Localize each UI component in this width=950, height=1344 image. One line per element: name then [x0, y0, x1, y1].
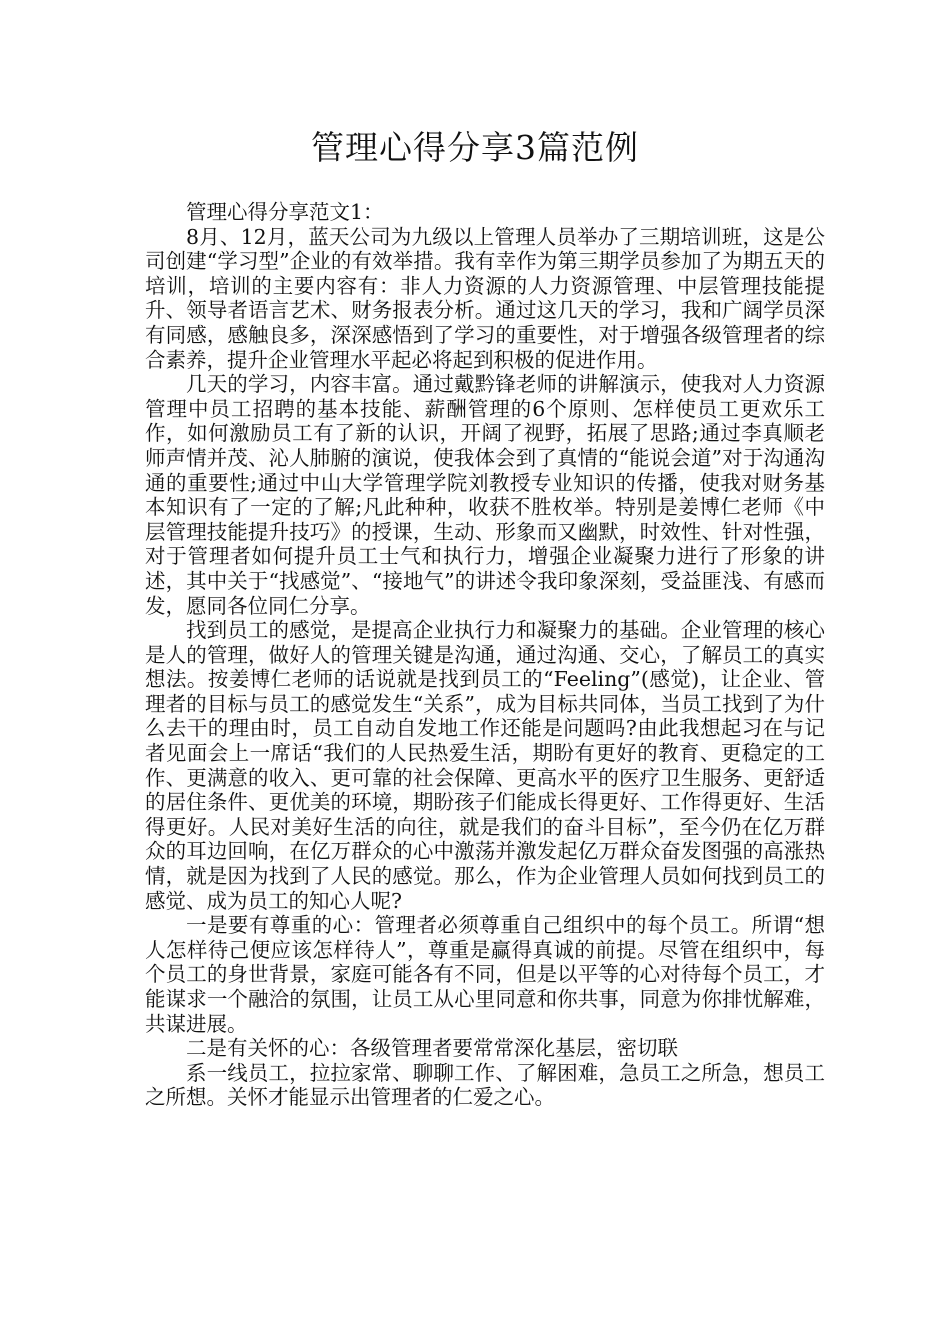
- paragraph-heading: 管理心得分享范文1：: [186, 200, 384, 224]
- paragraph: 系一线员工，拉拉家常、聊聊工作、了解困难，急员工之所急，想员工之所想。关怀才能显示出管理者的仁爱之心。: [145, 1060, 825, 1110]
- paragraph: 一是要有尊重的心：管理者必须尊重自己组织中的每个员工。所谓“想人怎样待己便应该怎样待人”，尊重是赢得真诚的前提。尽管在组织中，每个员工的身世背景，家庭可能各有不同，但是以平等的心对待每个员工，才能谋求一个融洽的氛围，让员工从心里同意和你共事，同意为你排忧解难，共谋进展。: [145, 913, 825, 1036]
- paragraph: 找到员工的感觉，是提高企业执行力和凝聚力的基础。企业管理的核心是人的管理，做好人的管理关键是沟通，通过沟通、交心，了解员工的真实想法。按姜博仁老师的话说就是找到员工的“Feeling”(感觉)，让企业、管理者的目标与员工的感觉发生“关系”，成为目标共同体，当员工找到了为什么去干的理由时，员工自动自发地工作还能是问题吗?由此我想起习在与记者见面会上一席话“我们的人民热爱生活，期盼有更好的教育、更稳定的工作、更满意的收入、更可靠的社会保障、更高水平的医疗卫生服务、更舒适的居住条件、更优美的环境，期盼孩子们能成长得更好、工作得更好、生活得更好。人民对美好生活的向往，就是我们的奋斗目标”，至今仍在亿万群众的耳边回响，在亿万群众的心中激荡并激发起亿万群众奋发图强的高涨热情，就是因为找到了人民的感觉。那么，作为企业管理人员如何找到员工的感觉、成为员工的知心人呢?: [145, 618, 825, 913]
- paragraph: 二是有关怀的心：各级管理者要常常深化基层，密切联: [186, 1036, 678, 1061]
- document-body: [145, 200, 825, 1110]
- paragraph: 8月、12月，蓝天公司为九级以上管理人员举办了三期培训班，这是公司创建“学习型”企业的有效举措。我有幸作为第三期学员参加了为期五天的培训，培训的主要内容有：非人力资源的人力资源管理、中层管理技能提升、领导者语言艺术、财务报表分析。通过这几天的学习，我和广阔学员深有同感，感触良多，深深感悟到了学习的重要性，对于增强各级管理者的综合素养，提升企业管理水平起必将起到积极的促进作用。: [145, 224, 825, 372]
- paragraph: 几天的学习，内容丰富。通过戴黔锋老师的讲解演示，使我对人力资源管理中员工招聘的基本技能、薪酬管理的6个原则、怎样使员工更欢乐工作，如何激励员工有了新的认识，开阔了视野，拓展了思路;通过李真顺老师声情并茂、沁人肺腑的演说，使我体会到了真情的“能说会道”对于沟通沟通的重要性;通过中山大学管理学院刘教授专业知识的传播，使我对财务基本知识有了一定的了解;凡此种种，收获不胜枚举。特别是姜博仁老师《中层管理技能提升技巧》的授课，生动、形象而又幽默，时效性、针对性强，对于管理者如何提升员工士气和执行力，增强企业凝聚力进行了形象的讲述，其中关于“找感觉”、“接地气”的讲述令我印象深刻，受益匪浅、有感而发，愿同各位同仁分享。: [145, 372, 825, 618]
- document-title: 管理心得分享3篇范例: [311, 128, 639, 167]
